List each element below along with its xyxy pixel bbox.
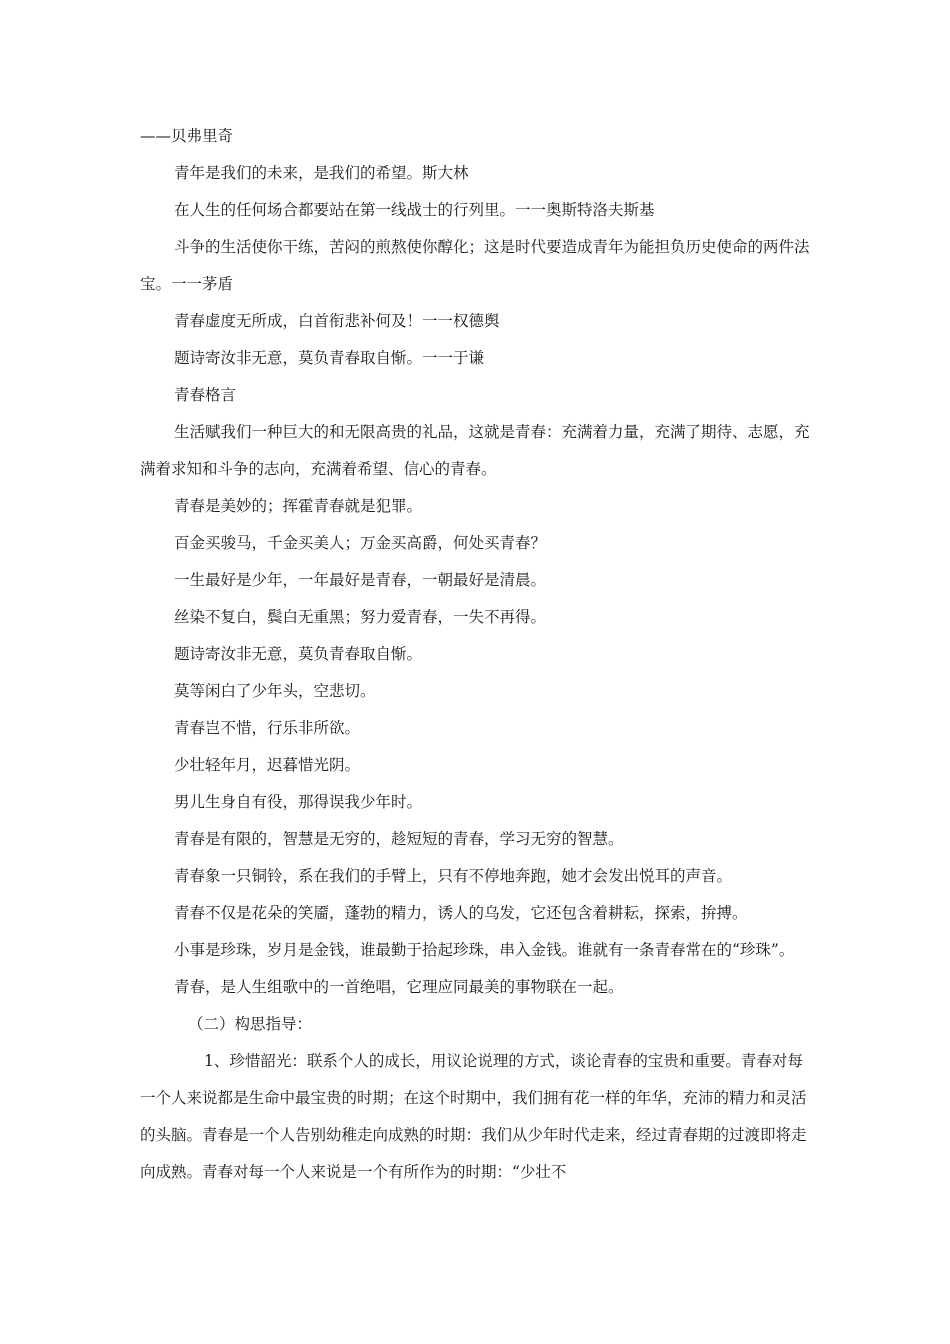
quote-paragraph: 百金买骏马，千金买美人；万金买高爵，何处买青春？ xyxy=(174,534,547,552)
quote-paragraph: 青春是有限的，智慧是无穷的，趁短短的青春，学习无穷的智慧。 xyxy=(174,830,624,848)
quote-paragraph: 青春象一只铜铃，系在我们的手臂上，只有不停地奔跑，她才会发出悦耳的声音。 xyxy=(174,867,733,885)
quote-paragraph: 青春虚度无所成，白首衔悲补何及！一一权德舆 xyxy=(174,312,500,330)
quote-paragraph: 题诗寄汝非无意，莫负青春取自惭。 xyxy=(174,645,423,663)
quote-attribution: ——贝弗里奇 xyxy=(140,127,234,145)
guidance-paragraph: 1、珍惜韶光：联系个人的成长，用议论说理的方式，谈论青春的宝贵和重要。青春对每一个人来说都是生命中最宝贵的时期；在这个时期中，我们拥有花一样的年华，充沛的精力和灵活的头脑。青春是一个人告别幼稚走向成熟的时期：我们从少年时代走来，经过青春期的过渡即将走向成熟。青春对每一个人来说是一个有所作为的时期：“少壮不 xyxy=(140,1052,807,1181)
subsection-heading: （二）构思指导： xyxy=(188,1015,313,1033)
quote-paragraph: 丝染不复白，鬓白无重黑；努力爱青春，一失不再得。 xyxy=(174,608,547,626)
quote-paragraph: 题诗寄汝非无意，莫负青春取自惭。一一于谦 xyxy=(174,349,485,367)
quote-paragraph: 小事是珍珠，岁月是金钱，谁最勤于拾起珍珠，串入金钱。谁就有一条青春常在的“珍珠”。 xyxy=(174,941,795,959)
quote-paragraph: 少壮轻年月，迟暮惜光阴。 xyxy=(174,756,361,774)
document-body xyxy=(140,118,812,1191)
quote-paragraph: 在人生的任何场合都要站在第一线战士的行列里。一一奥斯特洛夫斯基 xyxy=(174,201,655,219)
quote-paragraph: 斗争的生活使你干练，苦闷的煎熬使你醇化；这是时代要造成青年为能担负历史使命的两件法宝。一一茅盾 xyxy=(140,238,810,293)
quote-paragraph: 男儿生身自有役，那得误我少年时。 xyxy=(174,793,423,811)
section-heading: 青春格言 xyxy=(174,386,237,404)
quote-paragraph: 青春，是人生组歌中的一首绝唱，它理应同最美的事物联在一起。 xyxy=(174,978,624,996)
quote-paragraph: 生活赋我们一种巨大的和无限高贵的礼品，这就是青春：充满着力量，充满了期待、志愿，充满着求知和斗争的志向，充满着希望、信心的青春。 xyxy=(140,423,810,478)
quote-paragraph: 青春是美妙的；挥霍青春就是犯罪。 xyxy=(174,497,423,515)
quote-paragraph: 一生最好是少年，一年最好是青春，一朝最好是清晨。 xyxy=(174,571,547,589)
quote-paragraph: 青春岂不惜，行乐非所欲。 xyxy=(174,719,361,737)
quote-paragraph: 青春不仅是花朵的笑靥，蓬勃的精力，诱人的乌发，它还包含着耕耘，探索，拚搏。 xyxy=(174,904,748,922)
quote-paragraph: 青年是我们的未来，是我们的希望。斯大林 xyxy=(174,164,469,182)
quote-paragraph: 莫等闲白了少年头，空悲切。 xyxy=(174,682,376,700)
